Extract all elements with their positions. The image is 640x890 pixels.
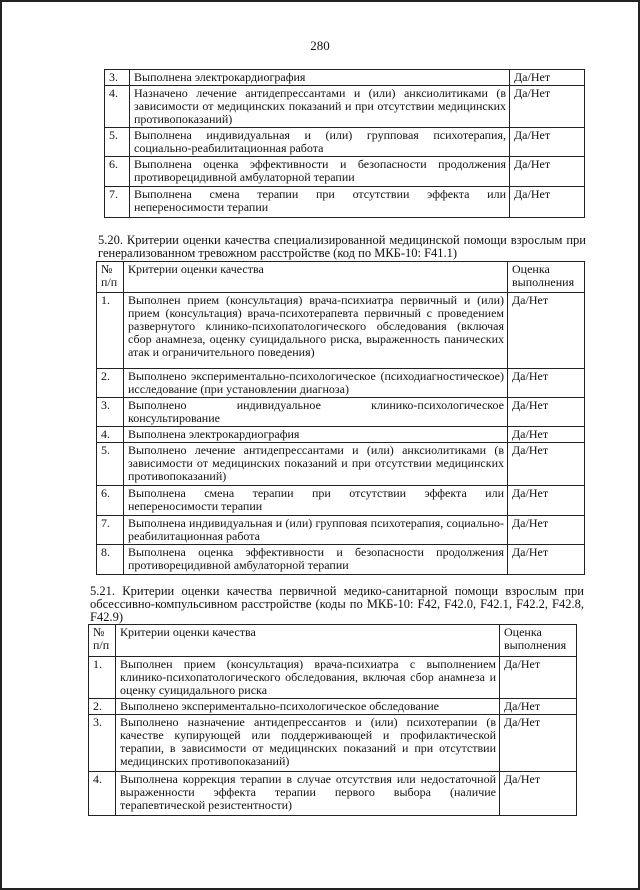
header-criteria: Критерии оценки качества: [116, 625, 500, 657]
row-number: 3.: [97, 398, 124, 427]
row-number: 6.: [97, 486, 124, 516]
criterion-text: Выполнена смена терапии при отсутствии эффекта или непереносимости терапии: [130, 187, 510, 218]
criterion-text: Выполнено экспериментально-психологическое (психодиагностическое) исследование (при установлении диагноза): [124, 369, 508, 398]
table-row: [105, 187, 585, 218]
result-value: Да/Нет: [508, 486, 585, 516]
criterion-text: Выполнен прием (консультация) врача-психиатра первичный и (или) прием (консультация) врача-психотерапевта первичный с проведением развернутого клинико-психопатологического обследования (включая сбор анамнеза, оценку суицидального риска, выраженность панических атак и ограничительного поведения): [124, 293, 508, 369]
result-value: Да/Нет: [510, 70, 585, 86]
criterion-text: Выполнена смена терапии при отсутствии эффекта или непереносимости терапии: [124, 486, 508, 516]
criteria-table-5-21: [88, 624, 577, 816]
result-value: Да/Нет: [500, 715, 577, 772]
criterion-text: Выполнено экспериментально-психологическое обследование: [116, 699, 500, 715]
result-value: Да/Нет: [510, 157, 585, 187]
table-row: [97, 427, 585, 443]
row-number: 5.: [97, 443, 124, 486]
result-value: Да/Нет: [508, 398, 585, 427]
result-value: Да/Нет: [508, 369, 585, 398]
row-number: 6.: [105, 157, 130, 187]
table-header-row: [89, 625, 577, 657]
criterion-text: Выполнена индивидуальная и (или) групповая психотерапия, социально-реабилитационная работа: [124, 516, 508, 545]
table-row: [97, 545, 585, 575]
section-heading-5-20: 5.20. Критерии оценки качества специализированной медицинской помощи взрослым при генерализованном тревожном расстройстве (код по МКБ-10: F41.1): [98, 233, 586, 260]
table-row: [97, 486, 585, 516]
row-number: 1.: [97, 293, 124, 369]
row-number: 4.: [97, 427, 124, 443]
criteria-table-continued: [104, 69, 585, 218]
table-row: [89, 772, 577, 816]
row-number: 2.: [89, 699, 116, 715]
page-border-top: [0, 0, 640, 2]
criterion-text: Выполнено индивидуальное клинико-психологическое консультирование: [124, 398, 508, 427]
row-number: 1.: [89, 657, 116, 699]
header-number: № п/п: [89, 625, 116, 657]
header-number: № п/п: [97, 262, 124, 293]
result-value: Да/Нет: [508, 545, 585, 575]
criteria-table-5-20: [96, 261, 585, 575]
criterion-text: Выполнена оценка эффективности и безопасности продолжения противорецидивной амбулаторной терапии: [130, 157, 510, 187]
criterion-text: Выполнена оценка эффективности и безопасности продолжения противорецидивной амбулаторной терапии: [124, 545, 508, 575]
row-number: 7.: [105, 187, 130, 218]
table-row: [97, 369, 585, 398]
row-number: 4.: [105, 86, 130, 128]
table-row: [97, 516, 585, 545]
table-header-row: [97, 262, 585, 293]
row-number: 8.: [97, 545, 124, 575]
criterion-text: Выполнена электрокардиография: [130, 70, 510, 86]
table-row: [89, 715, 577, 772]
page-border-left: [0, 0, 2, 890]
result-value: Да/Нет: [500, 657, 577, 699]
criterion-text: Выполнено назначение антидепрессантов и (или) психотерапии (в качестве купирующей или поддерживающей и профилактической терапии, в зависимости от медицинских показаний и при отсутствии медицинских противопоказаний): [116, 715, 500, 772]
result-value: Да/Нет: [508, 293, 585, 369]
criterion-text: Выполнена индивидуальная и (или) групповая психотерапия, социально-реабилитационная работа: [130, 128, 510, 157]
row-number: 3.: [105, 70, 130, 86]
row-number: 5.: [105, 128, 130, 157]
result-value: Да/Нет: [508, 443, 585, 486]
row-number: 3.: [89, 715, 116, 772]
row-number: 7.: [97, 516, 124, 545]
result-value: Да/Нет: [510, 128, 585, 157]
result-value: Да/Нет: [508, 427, 585, 443]
criterion-text: Выполнена электрокардиография: [124, 427, 508, 443]
table-row: [89, 657, 577, 699]
table-row: [97, 398, 585, 427]
table-row: [105, 70, 585, 86]
criterion-text: Выполнено лечение антидепрессантами и (или) анксиолитиками (в зависимости от медицинских показаний и при отсутствии медицинских противопоказаний): [124, 443, 508, 486]
table-row: [105, 86, 585, 128]
criterion-text: Выполнен прием (консультация) врача-психиатра с выполнением клинико-психопатологического обследования, включая сбор анамнеза и оценку суицидального риска: [116, 657, 500, 699]
result-value: Да/Нет: [500, 772, 577, 816]
page-number: 280: [310, 38, 330, 53]
table-row: [97, 293, 585, 369]
section-heading-5-21: 5.21. Критерии оценки качества первичной медико-санитарной помощи взрослым при обсессивно-компульсивном расстройстве (коды по МКБ-10: F42, F42.0, F42.1, F42.2, F42.8, F42.9): [90, 584, 584, 624]
header-result: Оценка выполнения: [508, 262, 585, 293]
table-row: [105, 128, 585, 157]
header-result: Оценка выполнения: [500, 625, 577, 657]
table-row: [97, 443, 585, 486]
criterion-text: Назначено лечение антидепрессантами и (или) анксиолитиками (в зависимости от медицинских показаний и при отсутствии медицинских противопоказаний): [130, 86, 510, 128]
header-criteria: Критерии оценки качества: [124, 262, 508, 293]
result-value: Да/Нет: [500, 699, 577, 715]
table-row: [105, 157, 585, 187]
result-value: Да/Нет: [510, 187, 585, 218]
row-number: 4.: [89, 772, 116, 816]
result-value: Да/Нет: [510, 86, 585, 128]
row-number: 2.: [97, 369, 124, 398]
criterion-text: Выполнена коррекция терапии в случае отсутствия или недостаточной выраженности эффекта терапии первого выбора (наличие терапевтической резистентности): [116, 772, 500, 816]
result-value: Да/Нет: [508, 516, 585, 545]
table-row: [89, 699, 577, 715]
